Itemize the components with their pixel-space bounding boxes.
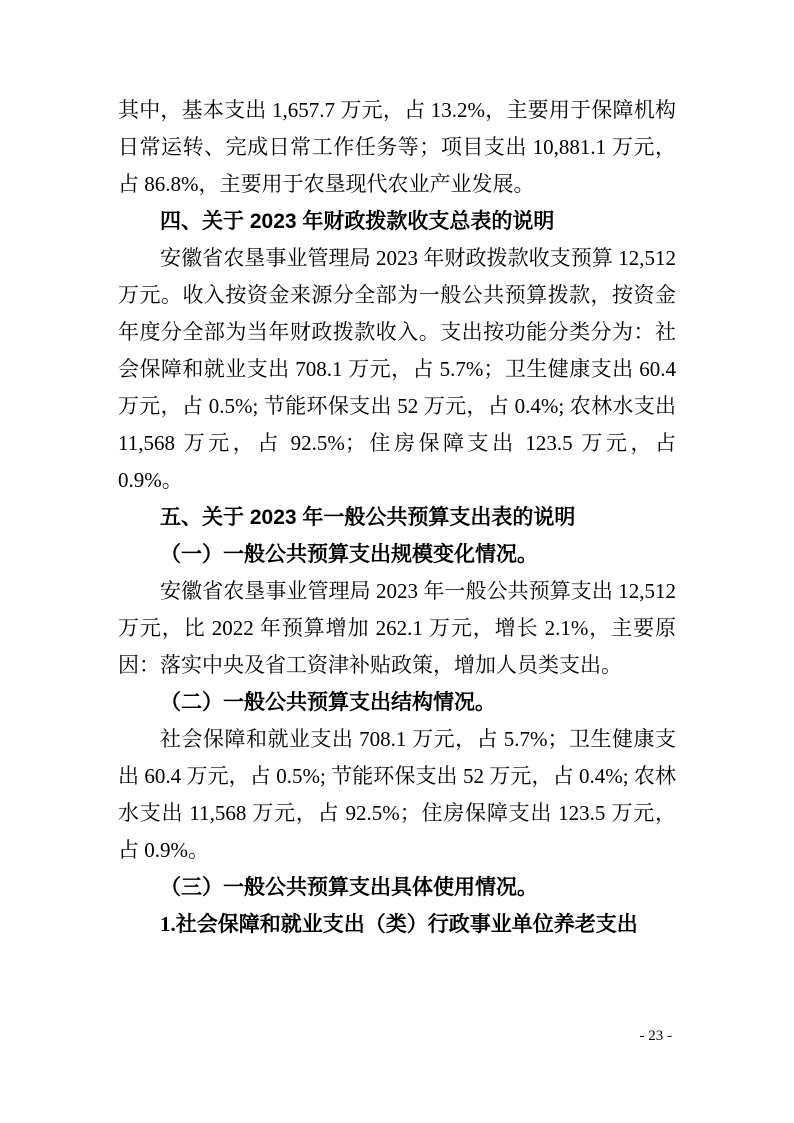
item-1-social-security-pension-expenditure: 1.社会保障和就业支出（类）行政事业单位养老支出 bbox=[160, 912, 638, 936]
page-number: - 23 - bbox=[639, 1028, 672, 1044]
paragraph-fiscal-appropriation-detail: 安徽省农垦事业管理局 2023 年财政拨款收支预算 12,512 万元。收入按资金来源分全部为一般公共预算拨款，按资金年度分全部为当年财政拨款收入。支出按功能分类分为：社会保障和就业支出 708.1 万元，占 5.7%；卫生健康支出 60.4 万元，占 0.5%; 节能环保支出 52 万元，占 0.4%; 农林水支出 11,568 万元，占 92.5%；住房保障支出 123.5 万元，占 0.9%。 bbox=[118, 246, 676, 492]
paragraph-structure-detail: 社会保障和就业支出 708.1 万元，占 5.7%；卫生健康支出 60.4 万元，占 0.5%; 节能环保支出 52 万元，占 0.4%; 农林水支出 11,568 万元，占 92.5%；住房保障支出 123.5 万元，占 0.9%。 bbox=[118, 727, 676, 862]
subheading-5-1-scale-change: （一）一般公共预算支出规模变化情况。 bbox=[160, 542, 538, 566]
heading-section-5-public-budget-expenditure: 五、关于 2023 年一般公共预算支出表的说明 bbox=[160, 506, 576, 529]
paragraph-basic-project-expenditure: 其中，基本支出 1,657.7 万元，占 13.2%，主要用于保障机构日常运转、完成日常工作任务等；项目支出 10,881.1 万元，占 86.8%，主要用于农垦现代农业产业发展。 bbox=[118, 98, 676, 196]
heading-section-4-fiscal-appropriation-summary: 四、关于 2023 年财政拨款收支总表的说明 bbox=[160, 210, 555, 233]
subheading-5-3-specific-usage: （三）一般公共预算支出具体使用情况。 bbox=[160, 875, 538, 899]
subheading-5-2-structure: （二）一般公共预算支出结构情况。 bbox=[160, 690, 496, 714]
paragraph-scale-change-detail: 安徽省农垦事业管理局 2023 年一般公共预算支出 12,512 万元，比 2022 年预算增加 262.1 万元，增长 2.1%，主要原因：落实中央及省工资津补贴政策，增加人员类支出。 bbox=[118, 579, 676, 677]
